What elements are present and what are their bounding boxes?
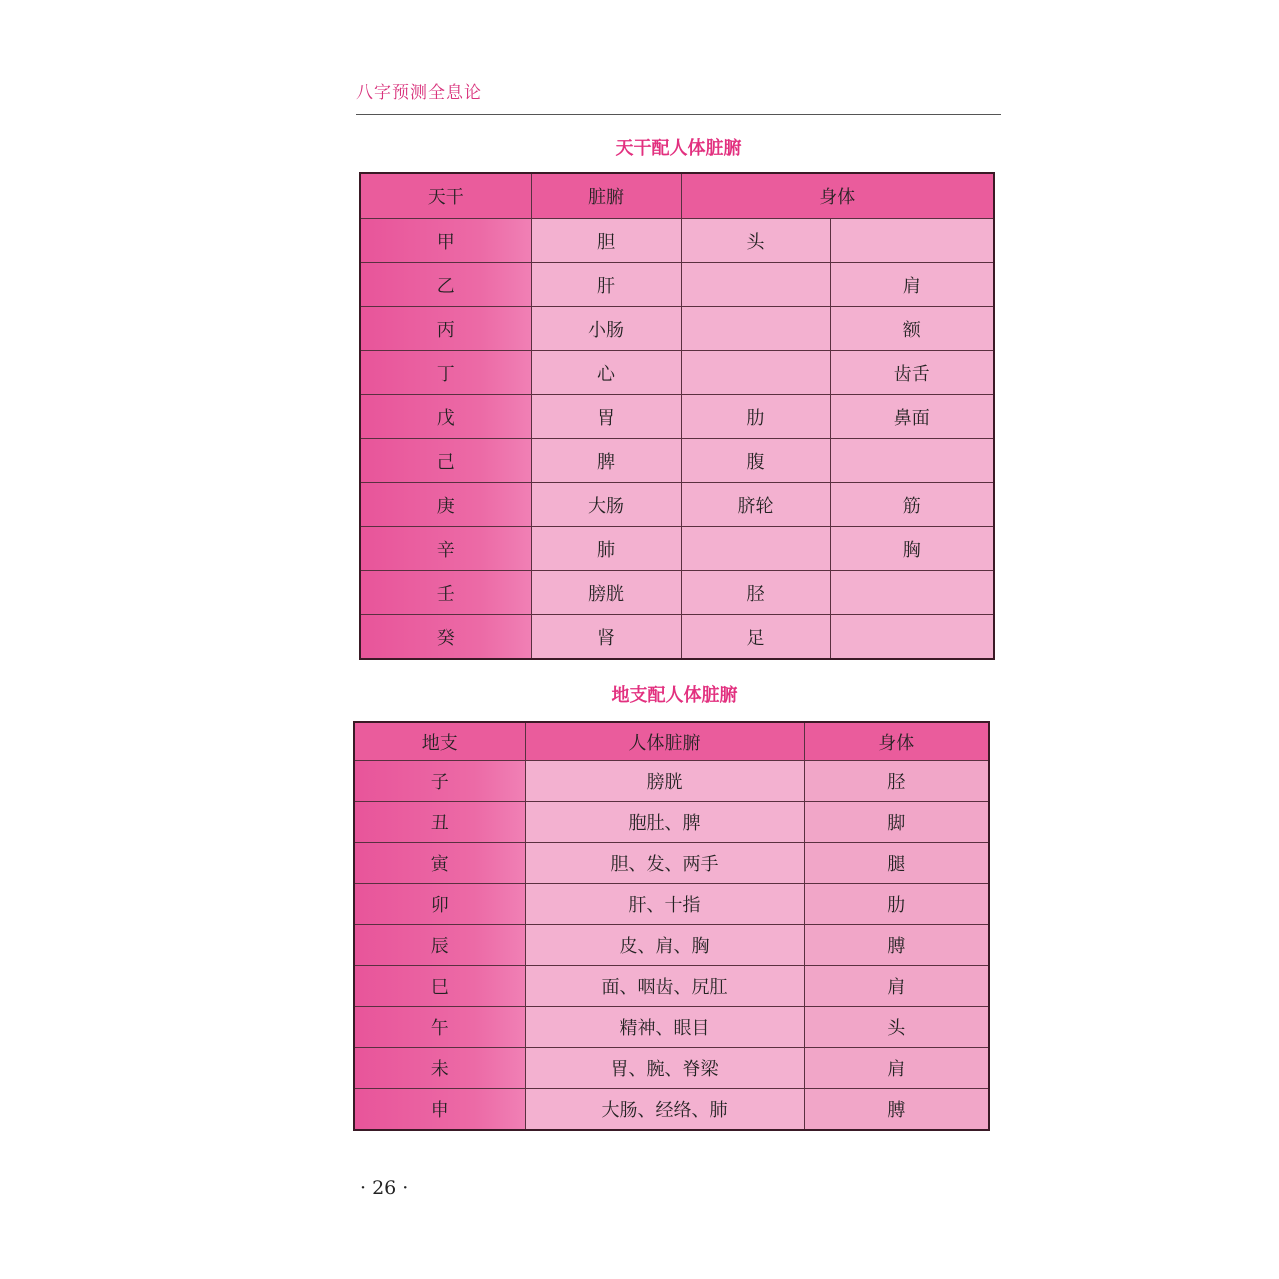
table-cell: 筋: [830, 483, 994, 527]
table-cell: [681, 527, 830, 571]
table-cell: 精神、眼目: [525, 1007, 804, 1048]
table-row: [360, 263, 994, 307]
table-cell: 胆、发、两手: [525, 843, 804, 884]
table-cell: [830, 439, 994, 483]
table-cell: 膊: [804, 925, 989, 966]
earthly-branches-table: [353, 721, 990, 1131]
row-key: 丁: [360, 351, 531, 395]
row-key: 寅: [354, 843, 525, 884]
column-header: 人体脏腑: [525, 722, 804, 761]
table-cell: 皮、肩、胸: [525, 925, 804, 966]
row-key: 午: [354, 1007, 525, 1048]
table-cell: 脾: [531, 439, 681, 483]
table-row: [354, 1048, 989, 1089]
row-key: 壬: [360, 571, 531, 615]
table-cell: 肾: [531, 615, 681, 660]
table-row: [360, 351, 994, 395]
running-header: 八字预测全息论: [356, 83, 482, 103]
table-header-row: [360, 173, 994, 219]
column-header: 地支: [354, 722, 525, 761]
table-cell: 膀胱: [525, 761, 804, 802]
table-cell: 膀胱: [531, 571, 681, 615]
table-cell: 足: [681, 615, 830, 660]
table-row: [360, 439, 994, 483]
table-cell: 齿舌: [830, 351, 994, 395]
table-cell: 肋: [804, 884, 989, 925]
table-cell: 胃、腕、脊梁: [525, 1048, 804, 1089]
table-cell: 肩: [804, 1048, 989, 1089]
table-row: [354, 1007, 989, 1048]
table-cell: 胸: [830, 527, 994, 571]
table-cell: 鼻面: [830, 395, 994, 439]
table-header-row: [354, 722, 989, 761]
table-cell: 胫: [804, 761, 989, 802]
table-row: [354, 843, 989, 884]
table-row: [360, 483, 994, 527]
row-key: 申: [354, 1089, 525, 1131]
table-row: [360, 527, 994, 571]
table-cell: 腿: [804, 843, 989, 884]
table-cell: [681, 263, 830, 307]
table1-caption: 天干配人体脏腑: [615, 138, 742, 159]
table-cell: 心: [531, 351, 681, 395]
row-key: 辛: [360, 527, 531, 571]
table-cell: 腹: [681, 439, 830, 483]
table-cell: [681, 307, 830, 351]
table-cell: 肝: [531, 263, 681, 307]
row-key: 甲: [360, 219, 531, 263]
table-cell: [681, 351, 830, 395]
table-cell: 额: [830, 307, 994, 351]
table2-caption: 地支配人体脏腑: [611, 685, 738, 706]
row-key: 丑: [354, 802, 525, 843]
page-number: · 26 ·: [360, 1177, 409, 1199]
table-cell: 肝、十指: [525, 884, 804, 925]
column-header: 天干: [360, 173, 531, 219]
table-cell: 头: [681, 219, 830, 263]
table-cell: [830, 219, 994, 263]
table-cell: 大肠: [531, 483, 681, 527]
table-cell: 头: [804, 1007, 989, 1048]
row-key: 卯: [354, 884, 525, 925]
table-cell: 胃: [531, 395, 681, 439]
row-key: 巳: [354, 966, 525, 1007]
table-row: [354, 1089, 989, 1131]
table-row: [360, 219, 994, 263]
table-cell: 大肠、经络、肺: [525, 1089, 804, 1131]
row-key: 丙: [360, 307, 531, 351]
table-cell: 小肠: [531, 307, 681, 351]
column-header: 身体: [804, 722, 989, 761]
table-cell: 脚: [804, 802, 989, 843]
row-key: 癸: [360, 615, 531, 660]
table-cell: 面、咽齿、尻肛: [525, 966, 804, 1007]
row-key: 未: [354, 1048, 525, 1089]
row-key: 子: [354, 761, 525, 802]
table-row: [354, 884, 989, 925]
table-cell: [830, 571, 994, 615]
row-key: 戊: [360, 395, 531, 439]
table-cell: 肩: [830, 263, 994, 307]
table-row: [360, 571, 994, 615]
table-cell: 肺: [531, 527, 681, 571]
row-key: 乙: [360, 263, 531, 307]
column-header: 脏腑: [531, 173, 681, 219]
table-row: [360, 615, 994, 660]
table-row: [354, 802, 989, 843]
row-key: 己: [360, 439, 531, 483]
table-row: [354, 761, 989, 802]
row-key: 辰: [354, 925, 525, 966]
table-cell: 胆: [531, 219, 681, 263]
row-key: 庚: [360, 483, 531, 527]
table-row: [360, 307, 994, 351]
table-cell: 脐轮: [681, 483, 830, 527]
header-rule: [356, 114, 1001, 115]
heavenly-stems-table: [359, 172, 995, 660]
table-cell: 胞肚、脾: [525, 802, 804, 843]
table-cell: 肩: [804, 966, 989, 1007]
table-cell: 膊: [804, 1089, 989, 1131]
table-cell: 肋: [681, 395, 830, 439]
table-cell: 胫: [681, 571, 830, 615]
table-cell: [830, 615, 994, 660]
table-row: [354, 925, 989, 966]
table-row: [360, 395, 994, 439]
column-header: 身体: [681, 173, 994, 219]
table-row: [354, 966, 989, 1007]
